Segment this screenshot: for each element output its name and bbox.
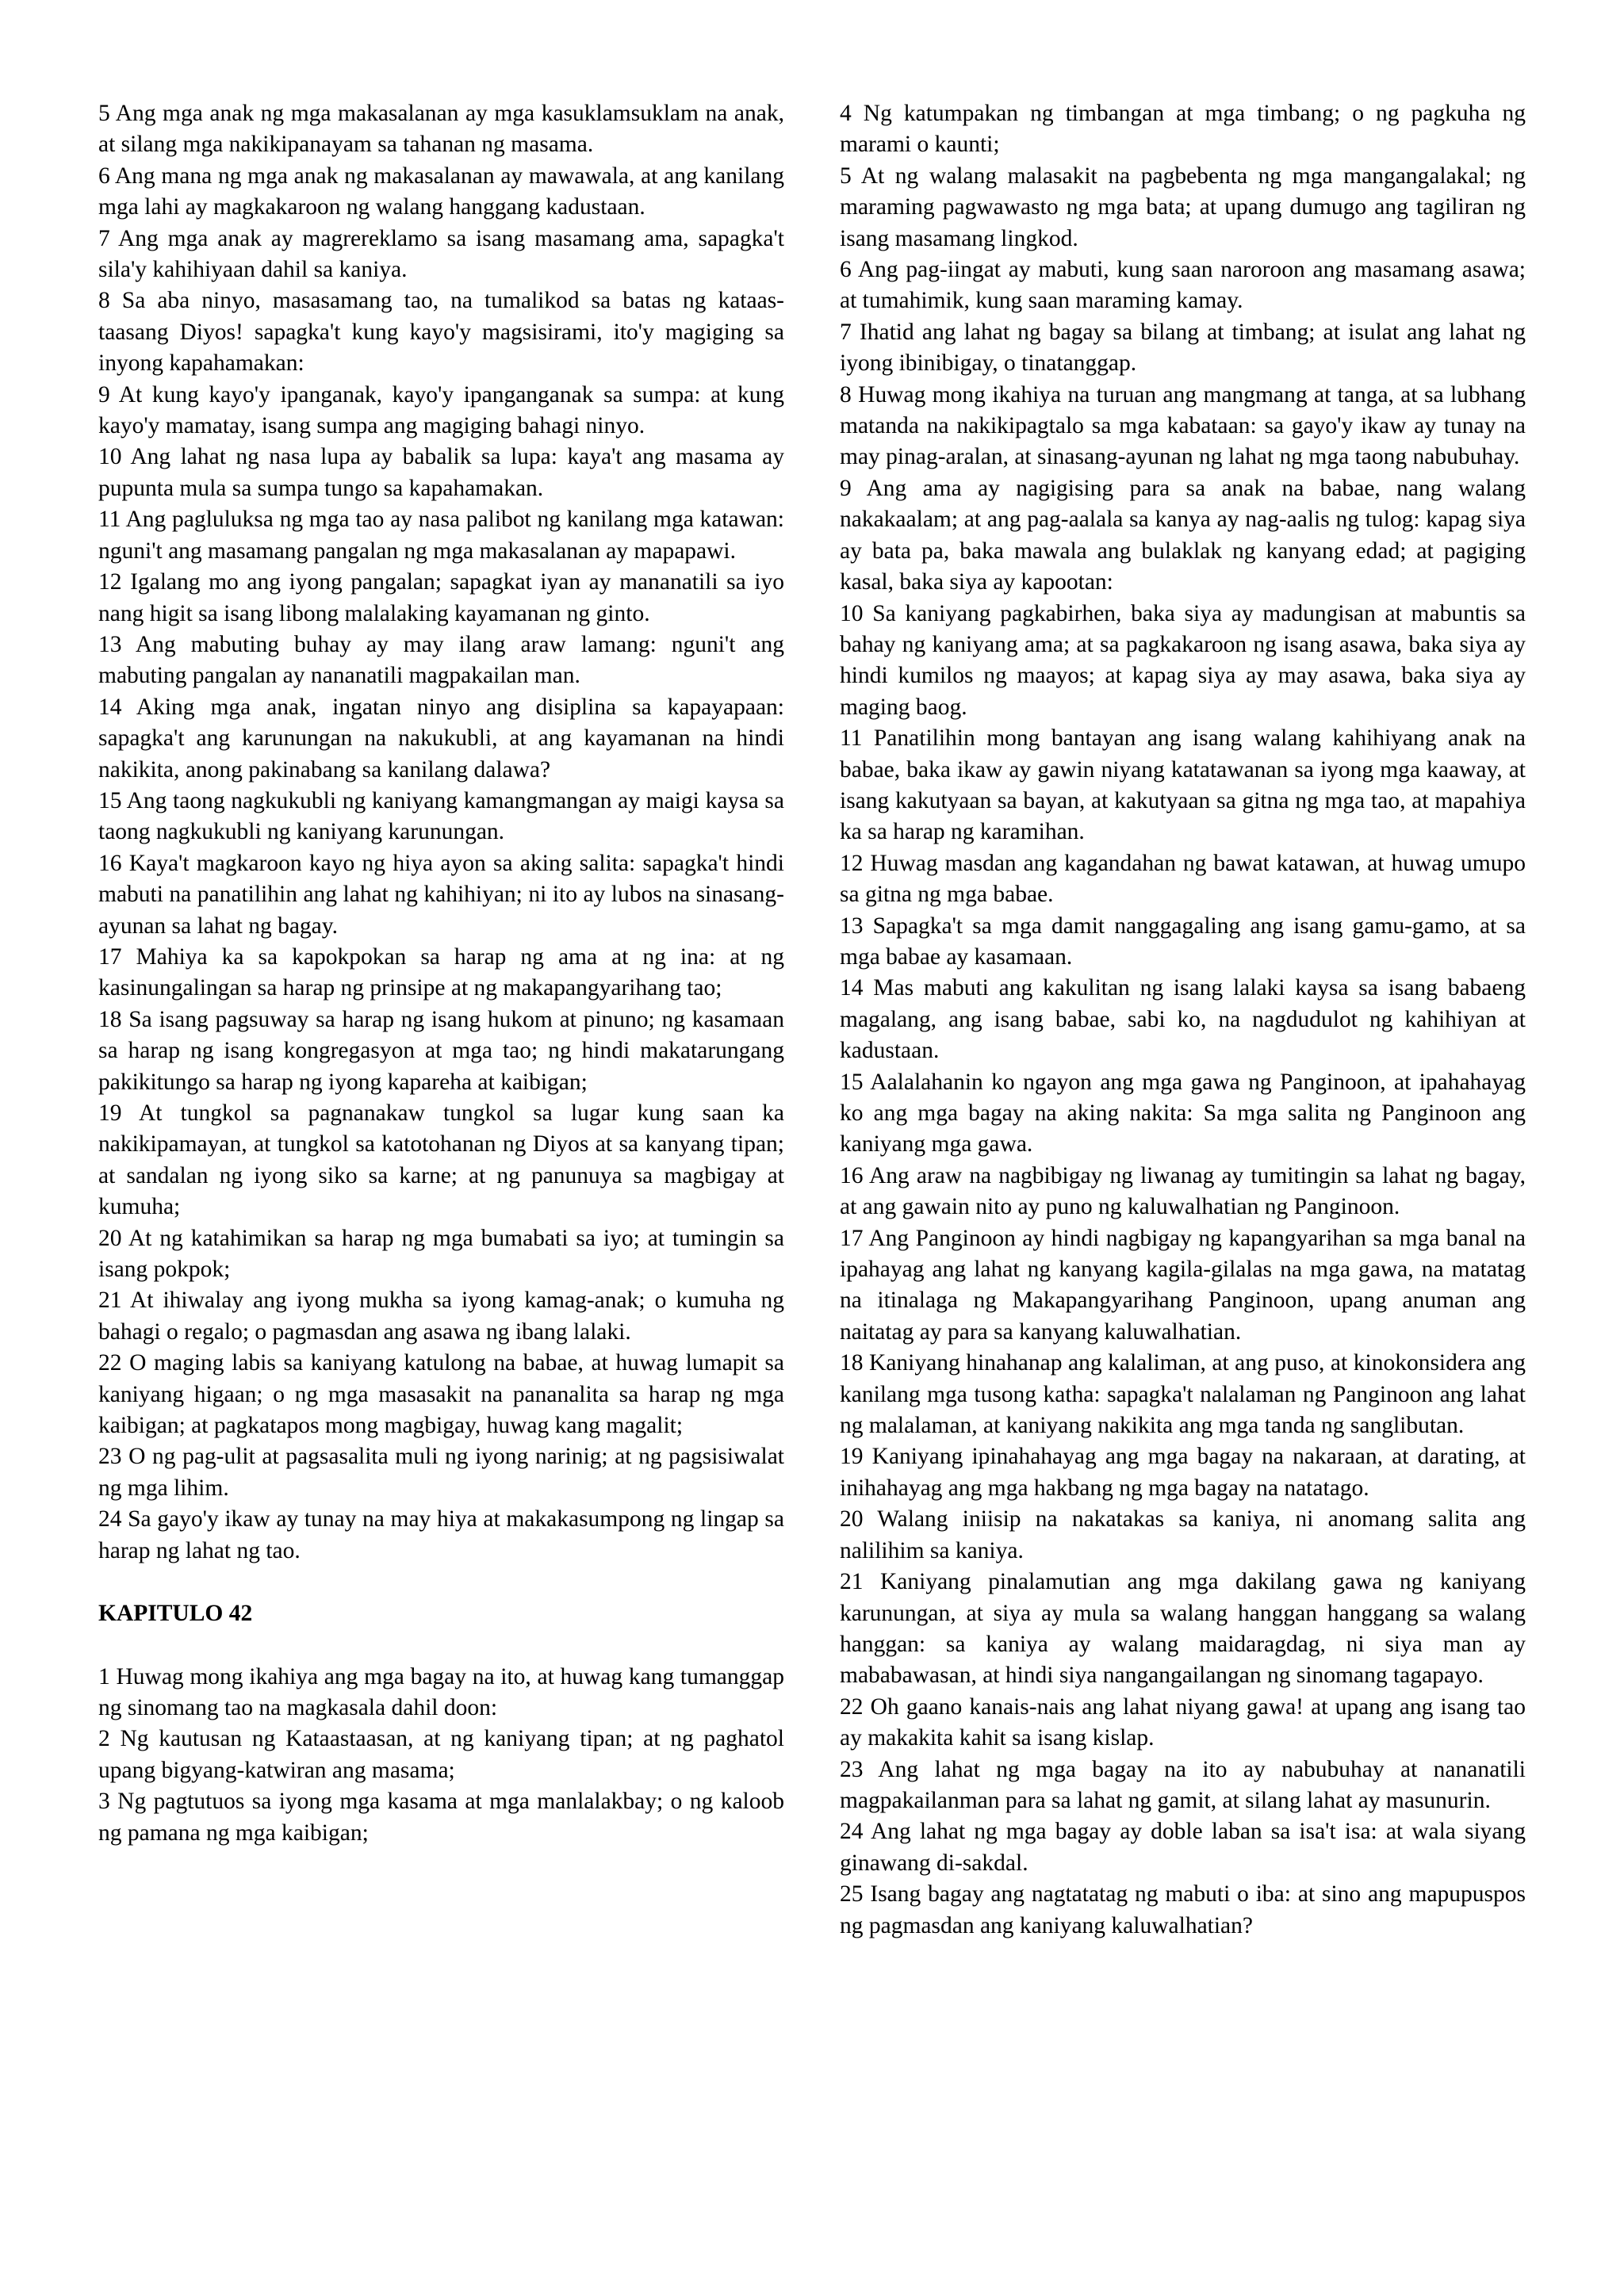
verse: 21 Kaniyang pinalamutian ang mga dakilang gawa ng kaniyang karunungan, at siya ay mula sa walang hanggan hanggang sa walang hanggan: sa kaniya ay walang maidaragdag, ni siya man ay mababawasan, at hindi siya nangangailangan ng sinomang tagapayo. <box>840 1569 1526 1689</box>
verse: 6 Ang mana ng mga anak ng makasalanan ay mawawala, at ang kanilang mga lahi ay magkakaroon ng walang hanggang kadustaan. <box>98 163 784 220</box>
verse: 24 Sa gayo'y ikaw ay tunay na may hiya at makakasumpong ng lingap sa harap ng lahat ng tao. <box>98 1506 784 1563</box>
verse: 11 Panatilihin mong bantayan ang isang walang kahihiyang anak na babae, baka ikaw ay gawin niyang katatawanan sa iyong mga kaaway, at isang kakutyaan sa bayan, at kakutyaan sa gitna ng mga tao, at mapahiya ka sa harap ng karamihan. <box>840 725 1526 845</box>
verse: 1 Huwag mong ikahiya ang mga bagay na ito, at huwag kang tumanggap ng sinomang tao na magkasala dahil doon: <box>98 1663 784 1720</box>
chapter-heading: KAPITULO 42 <box>98 1601 253 1627</box>
verse: 4 Ng katumpakan ng timbangan at mga timbang; o ng pagkuha ng marami o kaunti; <box>840 101 1526 158</box>
verse: 5 At ng walang malasakit na pagbebenta ng mga mangangalakal; ng maraming pagwawasto ng mga bata; at upang dumugo ang tagiliran ng isang masamang lingkod. <box>840 163 1526 251</box>
verse: 9 At kung kayo'y ipanganak, kayo'y ipanganganak sa sumpa: at kung kayo'y mamatay, isang sumpa ang magiging bahagi ninyo. <box>98 381 784 439</box>
verse: 22 Oh gaano kanais-nais ang lahat niyang gawa! at upang ang isang tao ay makakita kahit sa isang kislap. <box>840 1693 1526 1751</box>
verse: 2 Ng kautusan ng Kataastaasan, at ng kaniyang tipan; at ng paghatol upang bigyang-katwiran ang masama; <box>98 1726 784 1783</box>
left-verses-before <box>98 98 784 1567</box>
verse: 8 Sa aba ninyo, masasamang tao, na tumalikod sa batas ng kataas-taasang Diyos! sapagka't kung kayo'y magsisirami, ito'y magiging sa inyong kapahamakan: <box>98 288 784 377</box>
verse: 12 Huwag masdan ang kagandahan ng bawat katawan, at huwag umupo sa gitna ng mga babae. <box>840 850 1526 908</box>
verse: 24 Ang lahat ng mga bagay ay doble laban sa isa't isa: at wala siyang ginawang di-sakdal. <box>840 1819 1526 1876</box>
verse: 19 At tungkol sa pagnanakaw tungkol sa lugar kung saan ka nakikipamayan, at tungkol sa katotohanan ng Diyos at sa kanyang tipan; at sandalan ng iyong siko sa karne; at ng panunuya sa magbigay at kumuha; <box>98 1100 784 1220</box>
left-verses-after <box>98 1662 784 1849</box>
verse: 5 Ang mga anak ng mga makasalanan ay mga kasuklamsuklam na anak, at silang mga nakikipanayam sa tahanan ng masama. <box>98 101 784 158</box>
verse: 6 Ang pag-iingat ay mabuti, kung saan naroroon ang masamang asawa; at tumahimik, kung saan maraming kamay. <box>840 257 1526 314</box>
verse: 18 Kaniyang hinahanap ang kalaliman, at ang puso, at kinokonsidera ang kanilang mga tusong katha: sapagka't nalalaman ng Panginoon ang lahat ng malalaman, at kaniyang nakikita ang mga tanda ng sanglibutan. <box>840 1350 1526 1439</box>
verse: 7 Ang mga anak ay magrereklamo sa isang masamang ama, sapagka't sila'y kahihiyaan dahil sa kaniya. <box>98 225 784 283</box>
verse: 18 Sa isang pagsuway sa harap ng isang hukom at pinuno; ng kasamaan sa harap ng isang kongregasyon at mga tao; ng hindi makatarungang pakikitungo sa harap ng iyong kapareha at kaibigan; <box>98 1006 784 1095</box>
verse: 17 Ang Panginoon ay hindi nagbigay ng kapangyarihan sa mga banal na ipahayag ang lahat ng kanyang kagila-gilalas na mga gawa, na matatag na itinalaga ng Makapangyarihang Panginoon, upang anuman ang naitatag ay para sa kanyang kaluwalhatian. <box>840 1225 1526 1345</box>
verse: 17 Mahiya ka sa kapokpokan sa harap ng ama at ng ina: at ng kasinungalingan sa harap ng prinsipe at ng makapangyarihang tao; <box>98 943 784 1001</box>
verse: 21 At ihiwalay ang iyong mukha sa iyong kamag-anak; o kumuha ng bahagi o regalo; o pagmasdan ang asawa ng ibang lalaki. <box>98 1288 784 1345</box>
right-column <box>840 98 1526 1942</box>
verse: 8 Huwag mong ikahiya na turuan ang mangmang at tanga, at sa lubhang matanda na nakikipagtalo sa mga kabataan: sa gayo'y ikaw ay tunay na may pinag-aralan, at sinasang-ayunan ng lahat ng mga taong nabubuhay. <box>840 381 1526 470</box>
verse: 22 O maging labis sa kaniyang katulong na babae, at huwag lumapit sa kaniyang higaan; o ng mga masasakit na pananalita sa harap ng mga kaibigan; at pagkatapos mong magbigay, huwag kang magalit; <box>98 1350 784 1439</box>
verse: 25 Isang bagay ang nagtatatag ng mabuti o iba: at sino ang mapupuspos ng pagmasdan ang kaniyang kaluwalhatian? <box>840 1881 1526 1938</box>
verse: 7 Ihatid ang lahat ng bagay sa bilang at timbang; at isulat ang lahat ng iyong ibinibigay, o tinatanggap. <box>840 319 1526 377</box>
verse: 23 Ang lahat ng mga bagay na ito ay nabubuhay at nananatili magpakailanman para sa lahat ng gamit, at silang lahat ay masunurin. <box>840 1756 1526 1813</box>
verse: 10 Sa kaniyang pagkabirhen, baka siya ay madungisan at mabuntis sa bahay ng kaniyang ama; at sa pagkakaroon ng isang asawa, baka siya ay hindi kumilos ng maayos; at kapag siya ay may asawa, baka siya ay maging baog. <box>840 600 1526 720</box>
verse: 20 Walang iniisip na nakatakas sa kaniya, ni anomang salita ang nalilihim sa kaniya. <box>840 1506 1526 1563</box>
verse: 3 Ng pagtutuos sa iyong mga kasama at mga manlalakbay; o ng kaloob ng pamana ng mga kaibigan; <box>98 1789 784 1846</box>
right-verses <box>840 98 1526 1942</box>
verse: 13 Sapagka't sa mga damit nanggagaling ang isang gamu-gamo, at sa mga babae ay kasamaan. <box>840 913 1526 970</box>
verse: 15 Aalalahanin ko ngayon ang mga gawa ng Panginoon, at ipahahayag ko ang mga bagay na aking nakita: Sa mga salita ng Panginoon ang kaniyang mga gawa. <box>840 1069 1526 1158</box>
verse: 14 Aking mga anak, ingatan ninyo ang disiplina sa kapayapaan: sapagka't ang karunungan na nakukubli, at ang kayamanan na hindi nakikita, anong pakinabang sa kanilang dalawa? <box>98 694 784 783</box>
verse: 14 Mas mabuti ang kakulitan ng isang lalaki kaysa sa isang babaeng magalang, ang isang babae, sabi ko, na nagdudulot ng kahihiyan at kadustaan. <box>840 975 1526 1064</box>
verse: 9 Ang ama ay nagigising para sa anak na babae, nang walang nakakaalam; at ang pag-aalala sa kanya ay nag-aalis ng tulog: kapag siya ay bata pa, baka mawala ang bulaklak ng kanyang edad; at pagiging kasal, baka siya ay kapootan: <box>840 475 1526 595</box>
verse: 19 Kaniyang ipinahahayag ang mga bagay na nakaraan, at darating, at inihahayag ang mga hakbang ng mga bagay na natatago. <box>840 1444 1526 1501</box>
verse: 16 Ang araw na nagbibigay ng liwanag ay tumitingin sa lahat ng bagay, at ang gawain nito ay puno ng kaluwalhatian ng Panginoon. <box>840 1162 1526 1220</box>
verse: 13 Ang mabuting buhay ay may ilang araw lamang: nguni't ang mabuting pangalan ay nananatili magpakailan man. <box>98 631 784 689</box>
verse: 20 At ng katahimikan sa harap ng mga bumabati sa iyo; at tumingin sa isang pokpok; <box>98 1225 784 1283</box>
verse: 12 Igalang mo ang iyong pangalan; sapagkat iyan ay mananatili sa iyo nang higit sa isang libong malalaking kayamanan ng ginto. <box>98 569 784 626</box>
verse: 16 Kaya't magkaroon kayo ng hiya ayon sa aking salita: sapagka't hindi mabuti na panatilihin ang lahat ng kahihiyan; ni ito ay lubos na sinasang-ayunan sa lahat ng bagay. <box>98 850 784 939</box>
verse: 23 O ng pag-ulit at pagsasalita muli ng iyong narinig; at ng pagsisiwalat ng mga lihim. <box>98 1444 784 1501</box>
verse: 11 Ang pagluluksa ng mga tao ay nasa palibot ng kanilang mga katawan: nguni't ang masamang pangalan ng mga makasalanan ay mapapawi. <box>98 507 784 564</box>
verse: 15 Ang taong nagkukubli ng kaniyang kamangmangan ay maigi kaysa sa taong nagkukubli ng kaniyang karunungan. <box>98 787 784 845</box>
left-column <box>98 98 784 1849</box>
verse: 10 Ang lahat ng nasa lupa ay babalik sa lupa: kaya't ang masama ay pupunta mula sa sumpa tungo sa kapahamakan. <box>98 444 784 501</box>
